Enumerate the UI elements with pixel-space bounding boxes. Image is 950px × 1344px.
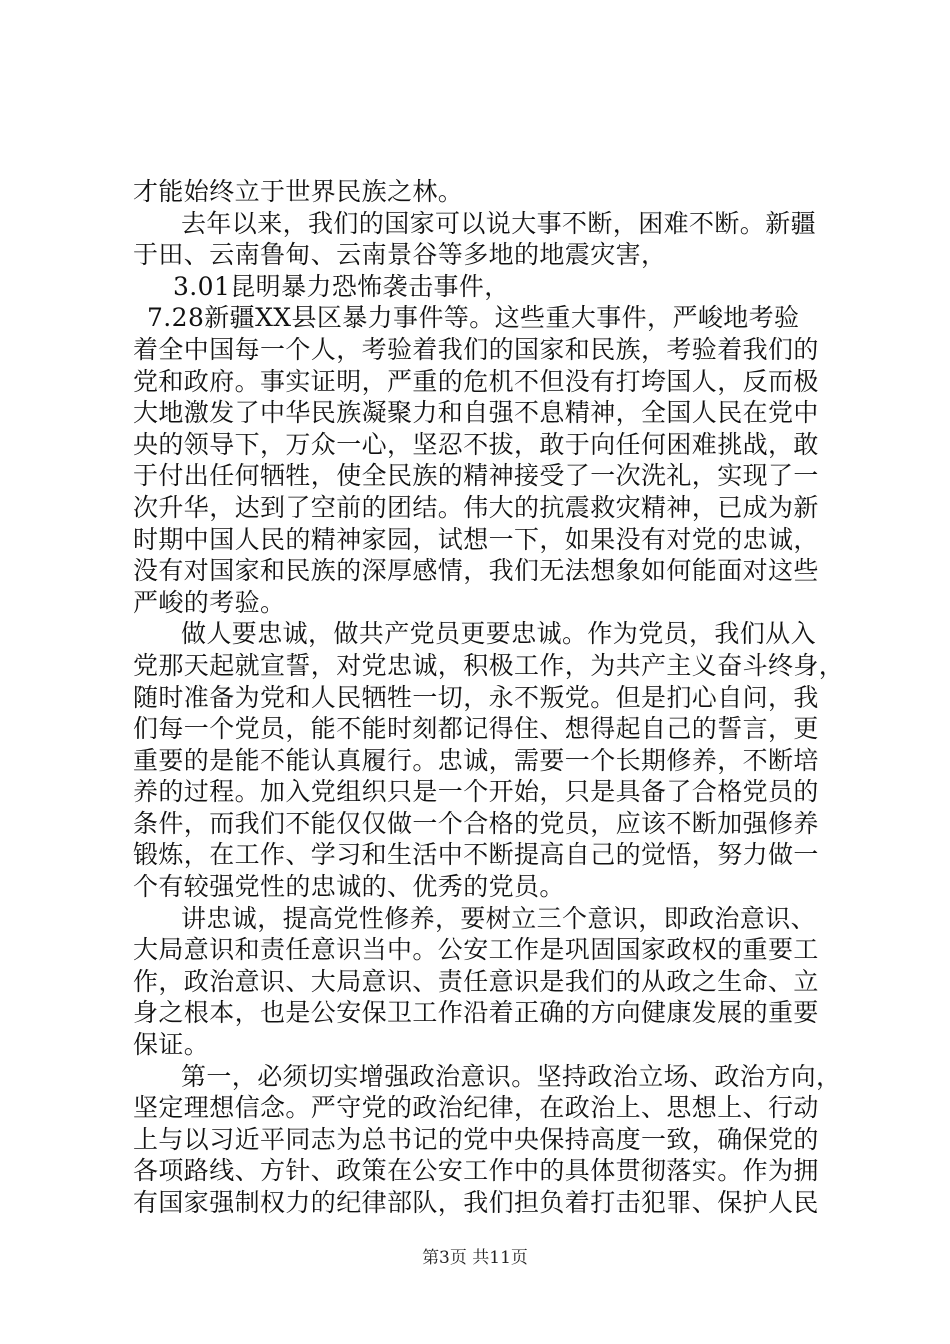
text-line: 各项路线、方针、政策在公安工作中的具体贯彻落实。作为拥 (133, 1156, 819, 1186)
text-line: 才能始终立于世界民族之林。 (133, 177, 464, 206)
paragraph-start-line: 3.01昆明暴力恐怖袭击事件， (173, 271, 510, 301)
paragraph-start-line: 7.28新疆XX县区暴力事件等。这些重大事件，严峻地考验 (147, 303, 800, 333)
text-line: 养的过程。加入党组织只是一个开始，只是具备了合格党员的 (133, 777, 819, 807)
text-line: 于付出任何牺牲，使全民族的精神接受了一次洗礼，实现了一 (133, 461, 819, 491)
text-line: 次升华，达到了空前的团结。伟大的抗震救灾精神，已成为新 (133, 492, 819, 522)
text-line: 于田、云南鲁甸、云南景谷等多地的地震灾害， (133, 240, 667, 270)
paragraph-start-line: 第一，必须切实增强政治意识。坚持政治立场、政治方向， (181, 1061, 842, 1091)
text-line: 重要的是能不能认真履行。忠诚，需要一个长期修养，不断培 (133, 745, 819, 775)
text-line: 条件，而我们不能仅仅做一个合格的党员，应该不断加强修养 (133, 808, 819, 838)
text-line: 作，政治意识、大局意识、责任意识是我们的从政之生命、立 (133, 966, 819, 996)
text-line: 身之根本，也是公安保卫工作沿着正确的方向健康发展的重要 (133, 998, 819, 1028)
text-line: 大局意识和责任意识当中。公安工作是巩固国家政权的重要工 (133, 935, 819, 965)
page-number-footer: 第3页 共11页 (422, 1248, 528, 1268)
text-line: 没有对国家和民族的深厚感情，我们无法想象如何能面对这些 (133, 556, 819, 586)
text-line: 时期中国人民的精神家园，试想一下，如果没有对党的忠诚， (133, 524, 819, 554)
text-line: 随时准备为党和人民牺牲一切，永不叛党。但是扪心自问，我 (133, 682, 819, 712)
text-line: 有国家强制权力的纪律部队，我们担负着打击犯罪、保护人民 (133, 1188, 819, 1217)
text-line: 们每一个党员，能不能时刻都记得住、想得起自己的誓言，更 (133, 714, 819, 744)
text-line: 严峻的考验。 (133, 587, 286, 617)
paragraph-start-line: 讲忠诚，提高党性修养，要树立三个意识，即政治意识、 (181, 903, 817, 933)
text-line: 着全中国每一个人，考验着我们的国家和民族，考验着我们的 (133, 334, 819, 364)
text-line: 党和政府。事实证明，严重的危机不但没有打垮国人，反而极 (133, 366, 819, 396)
text-line: 党那天起就宣誓，对党忠诚，积极工作，为共产主义奋斗终身， (133, 650, 845, 680)
paragraph-start-line: 做人要忠诚，做共产党员更要忠诚。作为党员，我们从入 (181, 619, 817, 649)
text-line: 上与以习近平同志为总书记的党中央保持高度一致，确保党的 (133, 1124, 819, 1154)
text-line: 锻炼，在工作、学习和生活中不断提高自己的觉悟，努力做一 (133, 840, 819, 870)
text-line: 大地激发了中华民族凝聚力和自强不息精神，全国人民在党中 (133, 398, 819, 428)
document-body (133, 176, 845, 1219)
text-line: 央的领导下，万众一心，坚忍不拔，敢于向任何困难挑战，敢 (133, 429, 819, 459)
text-line: 坚定理想信念。严守党的政治纪律，在政治上、思想上、行动 (133, 1093, 819, 1123)
text-line: 个有较强党性的忠诚的、优秀的党员。 (133, 872, 565, 902)
text-line: 保证。 (133, 1030, 210, 1060)
paragraph-start-line: 去年以来，我们的国家可以说大事不断，困难不断。新疆 (181, 208, 817, 238)
